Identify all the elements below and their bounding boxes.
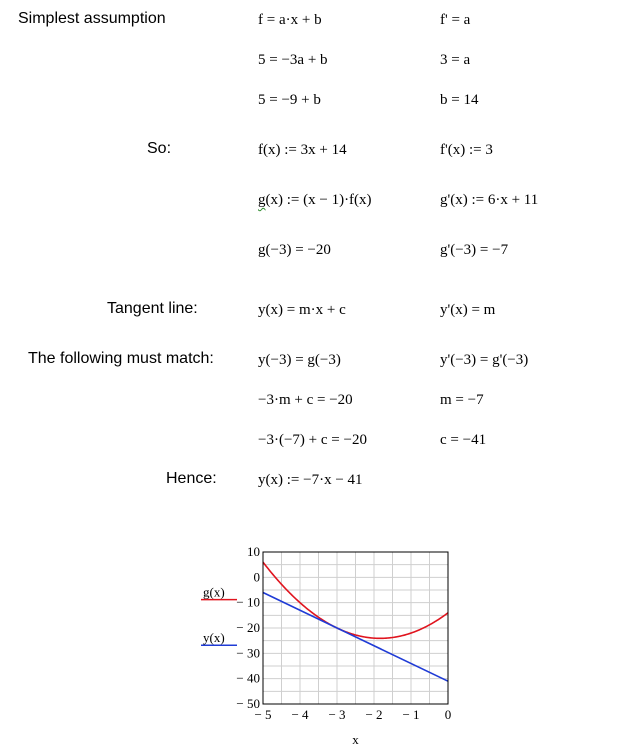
legend-y-label: y(x) bbox=[203, 630, 225, 646]
eq-match-expanded[interactable]: −3·m + c = −20 bbox=[258, 392, 353, 408]
eq-point-condition[interactable]: 5 = −3a + b bbox=[258, 52, 328, 68]
eq-c-result[interactable]: c = −41 bbox=[440, 432, 487, 448]
x-axis-label: x bbox=[352, 732, 359, 747]
legend-g-label: g(x) bbox=[203, 584, 225, 600]
g-definition-body: (x) := (x − 1)·f(x) bbox=[265, 192, 372, 208]
eq-tangent-definition[interactable]: y(x) := −7·x − 41 bbox=[258, 472, 363, 488]
eq-tangent-form[interactable]: y(x) = m·x + c bbox=[258, 302, 346, 318]
label-tangent-line: Tangent line: bbox=[107, 300, 198, 317]
eq-substituted[interactable]: 5 = −9 + b bbox=[258, 92, 321, 108]
y-tick-label: 0 bbox=[253, 569, 260, 585]
label-hence: Hence: bbox=[166, 470, 217, 487]
eq-tangent-slope[interactable]: y'(x) = m bbox=[440, 302, 496, 318]
eq-g-value[interactable]: g(−3) = −20 bbox=[258, 242, 331, 258]
eq-g-prime-definition[interactable]: g'(x) := 6·x + 11 bbox=[440, 192, 539, 208]
eq-f-prime-definition[interactable]: f'(x) := 3 bbox=[440, 142, 493, 158]
y-tick-label: − 50 bbox=[236, 696, 260, 711]
eq-match-value[interactable]: y(−3) = g(−3) bbox=[258, 352, 341, 368]
eq-match-slope[interactable]: y'(−3) = g'(−3) bbox=[440, 352, 529, 368]
plot-tick-labels bbox=[236, 544, 451, 747]
label-must-match: The following must match: bbox=[28, 350, 214, 367]
x-tick-label: − 1 bbox=[402, 707, 420, 722]
eq-g-prime-value[interactable]: g'(−3) = −7 bbox=[440, 242, 509, 258]
label-so: So: bbox=[147, 140, 172, 157]
eq-f-derivative[interactable]: f' = a bbox=[440, 12, 471, 28]
y-tick-label: − 40 bbox=[236, 670, 260, 686]
x-tick-label: 0 bbox=[444, 707, 452, 722]
eq-f-definition[interactable]: f(x) := 3x + 14 bbox=[258, 142, 347, 158]
plot-grid bbox=[263, 552, 448, 704]
y-tick-label: 10 bbox=[247, 544, 260, 559]
y-tick-label: − 30 bbox=[236, 645, 260, 661]
g-name-warning: g bbox=[258, 192, 266, 208]
eq-m-result[interactable]: m = −7 bbox=[440, 392, 484, 408]
y-tick-label: − 20 bbox=[236, 620, 260, 635]
eq-slope-condition[interactable]: 3 = a bbox=[440, 52, 471, 68]
x-tick-label: − 2 bbox=[365, 707, 383, 722]
x-tick-label: − 4 bbox=[291, 707, 309, 722]
x-tick-label: − 3 bbox=[328, 707, 346, 722]
plot-legend bbox=[201, 585, 237, 646]
y-tick-label: − 10 bbox=[236, 594, 260, 610]
eq-match-substituted[interactable]: −3·(−7) + c = −20 bbox=[258, 432, 367, 448]
eq-b-result[interactable]: b = 14 bbox=[440, 92, 479, 108]
eq-f-linear[interactable]: f = a·x + b bbox=[258, 12, 322, 28]
label-simplest-assumption: Simplest assumption bbox=[18, 10, 166, 27]
x-tick-label: − 5 bbox=[254, 707, 272, 722]
